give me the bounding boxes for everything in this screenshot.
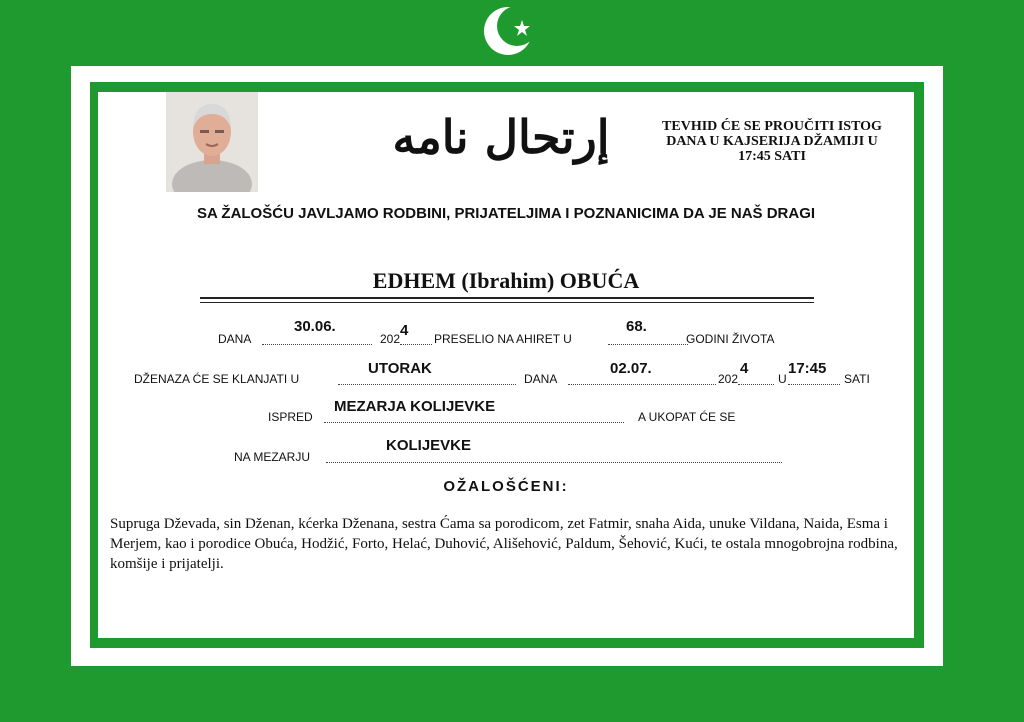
preselio-label: PRESELIO NA AHIRET U — [434, 332, 572, 346]
deceased-name: EDHEM (Ibrahim) OBUĆA — [372, 268, 640, 293]
cemetery-name: KOLIJEVKE — [386, 437, 472, 454]
deceased-photo — [166, 92, 258, 192]
dana-label-2: DANA — [524, 372, 558, 386]
ispred-place: MEZARJA KOLIJEVKE — [334, 398, 496, 415]
dzenaza-time: 17:45 — [788, 360, 827, 377]
age: 68. — [626, 318, 647, 335]
dzenaza-label: DŽENAZA ĆE SE KLANJATI U — [134, 372, 300, 386]
year-prefix: 202 — [380, 332, 401, 346]
name-underline-thin — [200, 302, 814, 303]
godini-label: GODINI ŽIVOTA — [686, 332, 775, 346]
tevhid-line: TEVHID ĆE SE PROUČITI ISTOG — [662, 119, 882, 134]
announcement-headline: SA ŽALOŠĆU JAVLJAMO RODBINI, PRIJATELJIMA I POZNANICIMA DA JE NAŠ DRAGI — [196, 205, 816, 222]
tevhid-line: 17:45 SATI — [738, 149, 806, 164]
name-underline — [200, 297, 814, 299]
mourners-heading: OŽALOŠĆENI: — [443, 478, 569, 495]
tevhid-notice — [632, 119, 912, 164]
year-prefix-2: 202 — [718, 372, 739, 386]
dzenaza-year-digit: 4 — [740, 360, 749, 377]
age-field — [608, 330, 688, 345]
sati-label: SATI — [844, 372, 870, 386]
death-year-digit: 4 — [400, 322, 409, 339]
mourners-list: Supruga Dževada, sin Dženan, kćerka Dženana, sestra Ćama sa porodicom, zet Fatmir, snaha Aida, unuke Vildana, Naida, Esma i Merjem, kao i porodice Obuća, Hodžić, Forto, Helać, Duhović, Ališehović, Paldum, Šehović, Kući, te ostala mnogobrojna rodbina, komšije i prijatelji. — [110, 516, 898, 572]
ukopat-label: A UKOPAT ĆE SE — [638, 410, 736, 424]
arabic-title: إرتحال نامه — [392, 110, 610, 164]
death-year-field — [400, 330, 432, 345]
death-date: 30.06. — [294, 318, 336, 335]
tevhid-line: DANA U KAJSERIJA DŽAMIJI U — [666, 134, 878, 149]
dana-label: DANA — [218, 332, 252, 346]
dzenaza-date: 02.07. — [610, 360, 652, 377]
crescent-star-icon — [484, 6, 534, 56]
ispred-label: ISPRED — [268, 410, 313, 424]
mezarju-label: NA MEZARJU — [234, 450, 311, 464]
dzenaza-year-field — [738, 370, 774, 385]
obituary-card — [98, 92, 914, 638]
dzenaza-time-field — [788, 370, 840, 385]
u-label: U — [778, 372, 787, 386]
dzenaza-day: UTORAK — [368, 360, 432, 377]
